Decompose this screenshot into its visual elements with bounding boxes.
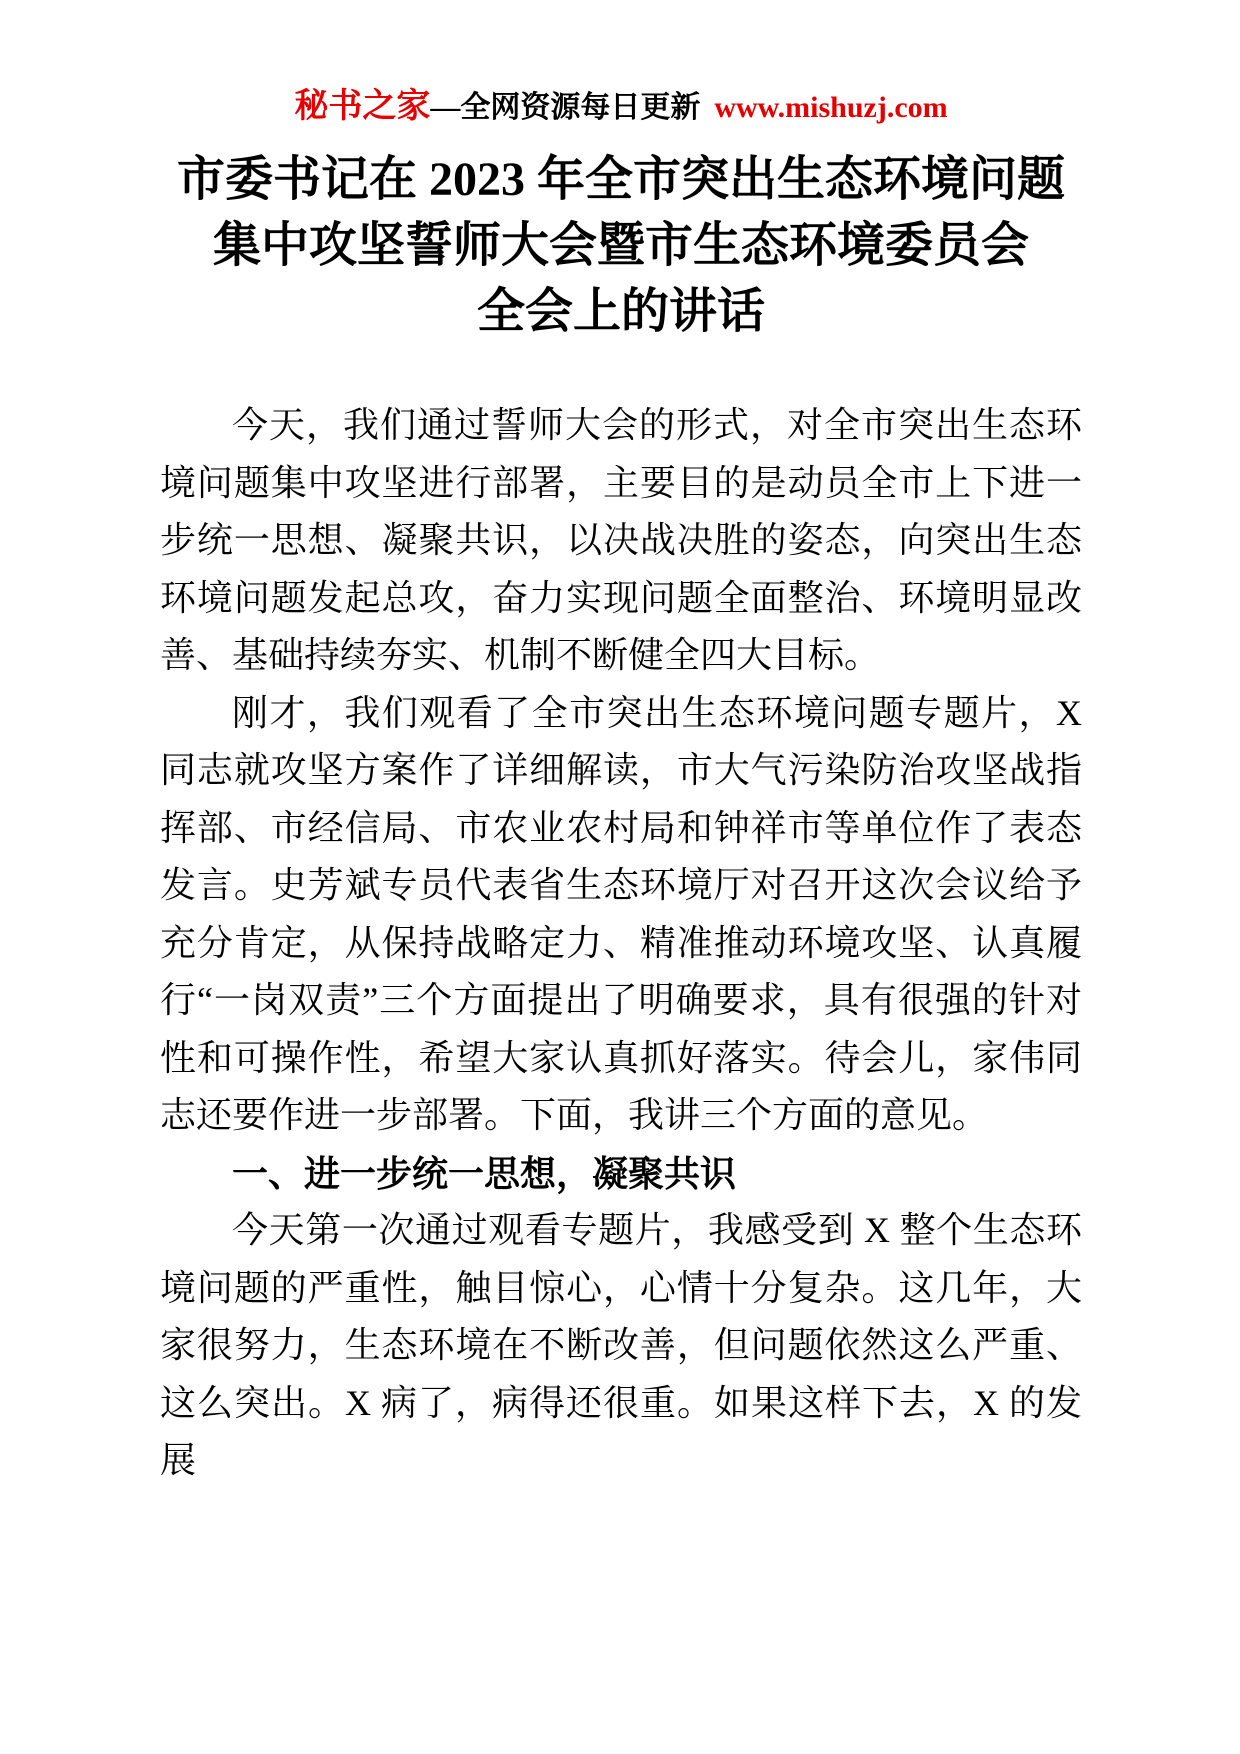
document-title [160, 147, 1082, 345]
document-title-line-1: 市委书记在 2023 年全市突出生态环境问题 [176, 153, 1065, 206]
header-url: www.mishuzj.com [714, 91, 948, 124]
paragraph-3: 今天第一次通过观看专题片，我感受到 X 整个生态环境问题的严重性，触目惊心，心情十分复杂。这几年，大家很努力，生态环境在不断改善，但问题依然这么严重、这么突出。X 病了，病得还很重。如果这样下去，X 的发展 [160, 1210, 1082, 1480]
document-body [160, 397, 1082, 1490]
site-name: 秘书之家 [294, 88, 431, 125]
paragraph-1: 今天，我们通过誓师大会的形式，对全市突出生态环境问题集中攻坚进行部署，主要目的是动员全市上下进一步统一思想、凝聚共识，以决战决胜的姿态，向突出生态环境问题发起总攻，奋力实现问题全面整治、环境明显改善、基础持续夯实、机制不断健全四大目标。 [160, 405, 1082, 675]
header-separator: — [430, 91, 461, 124]
header-tagline: 全网资源每日更新 [460, 91, 701, 124]
page-header [160, 88, 1082, 127]
section-heading-1: 一、进一步统一思想，凝聚共识 [232, 1152, 737, 1194]
paragraph-2: 刚才，我们观看了全市突出生态环境问题专题片，X 同志就攻坚方案作了详细解读，市大气污染防治攻坚战指挥部、市经信局、市农业农村局和钟祥市等单位作了表态发言。史芳斌专员代表省生态环境厅对召开这次会议给予充分肯定，从保持战略定力、精准推动环境攻坚、认真履行“一岗双责”三个方面提出了明确要求，具有很强的针对性和可操作性，希望大家认真抓好落实。待会儿，家伟同志还要作进一步部署。下面，我讲三个方面的意见。 [160, 692, 1082, 1135]
document-title-line-3: 全会上的讲话 [476, 285, 765, 338]
document-title-line-2: 集中攻坚誓师大会暨市生态环境委员会 [212, 219, 1029, 272]
